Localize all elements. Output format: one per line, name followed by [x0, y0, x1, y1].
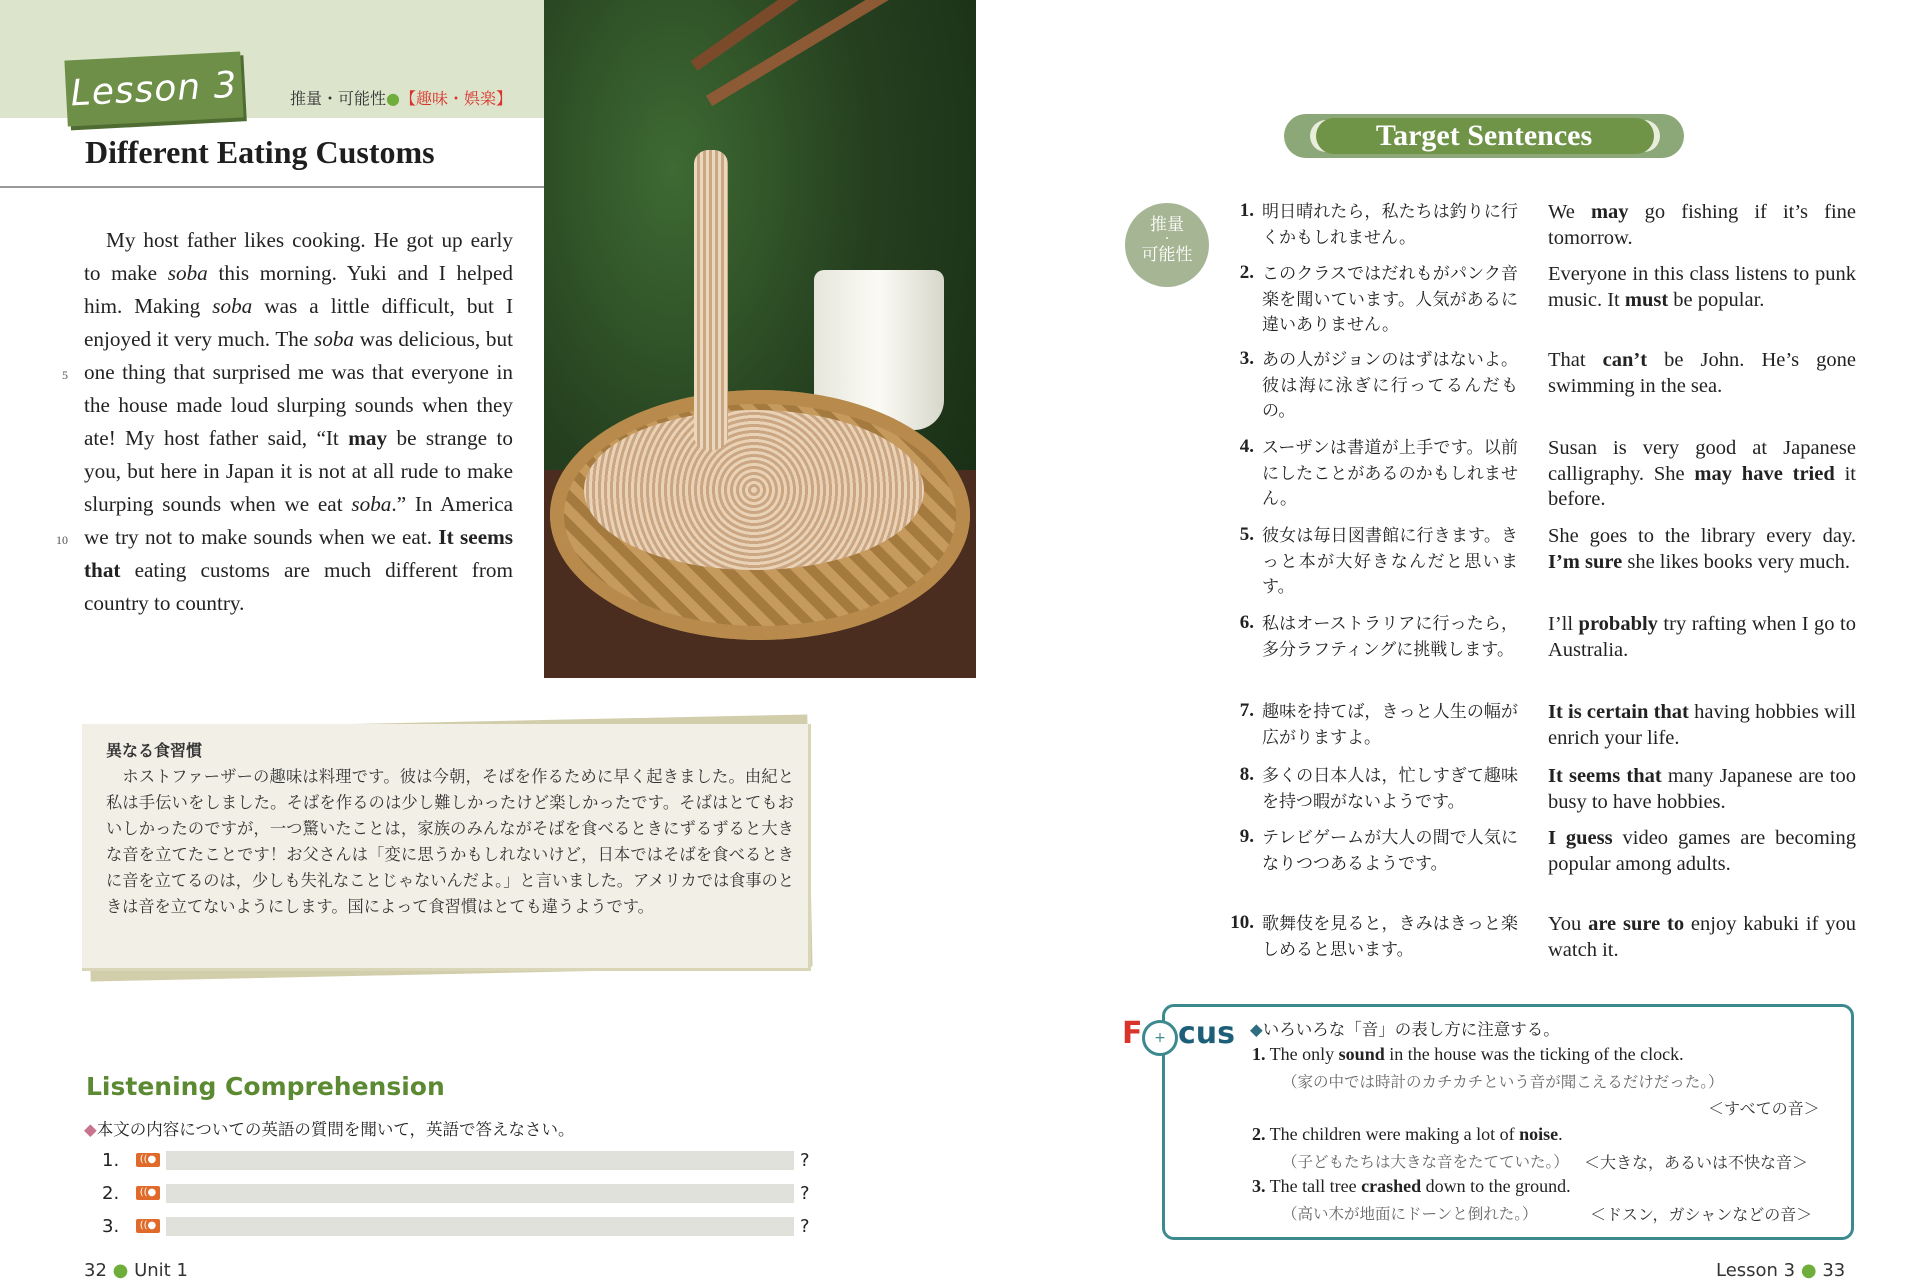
target-sentence-japanese: テレビゲームが大人の間で人気になりつつあるようです。: [1262, 828, 1518, 874]
photo-noodle-strand: [694, 150, 728, 450]
translation-title: 異なる食習慣: [106, 741, 203, 760]
grammar-label: 推量・可能性: [290, 89, 387, 108]
target-sentence-japanese: あの人がジョンのはずはないよ。彼は海に泳ぎに行ってるんだもの。: [1262, 350, 1518, 421]
audio-icon-glyph: ((●: [139, 1187, 157, 1198]
listening-title: Listening Comprehension: [86, 1072, 445, 1101]
listening-item: [102, 1183, 818, 1205]
focus-example-bold: noise: [1519, 1124, 1559, 1144]
answer-field[interactable]: [166, 1151, 794, 1170]
target-sentence-text: I’ll: [1548, 613, 1579, 635]
target-sentence-english: [1548, 912, 1856, 963]
reading-text: was a little difficult, but I enjoyed it very much. The: [84, 294, 513, 351]
target-expression: may: [1590, 201, 1629, 223]
target-sentence-text: it before.: [1548, 462, 1856, 510]
target-sentence-number: 3.: [1239, 348, 1254, 369]
target-expression: It seems that: [1548, 765, 1662, 787]
lesson-label: Lesson 3: [1716, 1260, 1796, 1281]
question-mark: ?: [800, 1183, 810, 1204]
diamond-icon: ◆: [84, 1120, 97, 1139]
line-number: 10: [56, 533, 68, 547]
target-sentence-number: 1.: [1239, 200, 1254, 221]
listening-instruction: [84, 1116, 575, 1140]
translation-text: ホストファーザーの趣味は料理です。彼は今朝，そばを作るために早く起きました。由紀と私は手伝いをしました。そばを作るのは少し難しかったけど楽しかったです。そばはとてもおいしかったのですが，一つ驚いたことは，家族のみんながそばを食べるときにずるずると大きな音を立てたことです！お父さんは「変に思うかもしれないけど，日本ではそばを食べるときに音を立てるのは，少しも失礼なことじゃないんだよ。」と言いました。アメリカでは食事のときは音を立てないようにします。国によって食習慣はとても違うようです。: [106, 767, 794, 916]
topic-label: 【趣味・娯楽】: [399, 89, 512, 108]
target-sentence-japanese: スーザンは書道が上手です。以前にしたことがあるのかもしれません。: [1262, 438, 1518, 509]
focus-note: ＜大きな，あるいは不快な音＞: [1584, 1153, 1809, 1172]
focus-example-bold: sound: [1338, 1044, 1385, 1064]
target-sentence-text: That: [1548, 349, 1603, 371]
target-sentence-text: go fishing if it’s fine tomorrow.: [1548, 201, 1857, 249]
target-sentence-text: You: [1548, 913, 1589, 935]
target-expression: may have tried: [1694, 462, 1835, 485]
target-sentence-english: [1548, 764, 1856, 815]
footer-dot: ●: [112, 1260, 129, 1281]
category-mid: ・: [1162, 234, 1172, 245]
page-title: Different Eating Customs: [85, 134, 435, 170]
listening-item-number: 3.: [102, 1216, 120, 1237]
focus-note: ＜ドスン，ガシャンなどの音＞: [1590, 1205, 1813, 1224]
focus-heading: [1250, 1016, 1560, 1040]
target-expression: can’t: [1602, 349, 1648, 371]
reading-text: .” In America we try not to make sounds when we eat.: [84, 492, 514, 549]
page-number: 33: [1822, 1260, 1846, 1281]
footer-left: [84, 1260, 188, 1281]
reading-text: was delicious, but one thing that surprised me was that everyone in the house made loud slurping sounds when they ate! My host father said, “It: [84, 327, 513, 450]
reading-italic: soba: [167, 261, 208, 285]
photo-noodles: [584, 410, 924, 570]
target-sentence-text: try rafting when I go to Australia.: [1548, 613, 1857, 661]
target-sentence-text: Everyone in this class listens to punk music. It: [1548, 263, 1856, 311]
target-sentence-text: be popular.: [1668, 288, 1765, 311]
focus-example-text: .: [1558, 1124, 1563, 1144]
focus-translation: （子どもたちは大きな音をたてていた。）: [1282, 1153, 1569, 1171]
focus-example: [1252, 1176, 1571, 1197]
category-label: [1125, 215, 1209, 265]
unit-label: Unit 1: [134, 1260, 188, 1281]
target-sentence-japanese: 趣味を持てば，きっと人生の幅が広がりますよ。: [1262, 702, 1518, 748]
target-sentence-english: [1548, 700, 1856, 751]
reading-bold: It seems that: [84, 525, 514, 582]
focus-logo-icon: +: [1142, 1020, 1178, 1056]
target-sentence-number: 4.: [1239, 436, 1254, 457]
focus-heading-text: いろいろな「音」の表し方に注意する。: [1262, 1020, 1560, 1039]
photo-chopstick: [706, 0, 969, 106]
reading-bold: may: [348, 426, 388, 450]
listening-item-number: 2.: [102, 1183, 120, 1204]
focus-example-text: The tall tree: [1265, 1176, 1362, 1196]
focus-translation: （家の中では時計のカチカチという音が聞こえるだけだった。）: [1282, 1073, 1724, 1091]
focus-example-text: in the house was the ticking of the clock.: [1384, 1044, 1684, 1064]
page-number: 32: [84, 1260, 107, 1281]
focus-translation: （高い木が地面にドーンと倒れた。）: [1282, 1205, 1538, 1223]
target-sentence-number: 7.: [1239, 700, 1254, 721]
focus-logo-f: F: [1122, 1016, 1143, 1051]
line-number: 5: [62, 368, 68, 382]
target-sentence-text: Susan is very good at Japanese calligraphy. She: [1548, 437, 1856, 485]
question-mark: ?: [800, 1216, 810, 1237]
title-divider: [0, 186, 544, 188]
audio-icon[interactable]: [136, 1186, 160, 1200]
grammar-dot: ●: [386, 89, 400, 108]
reading-italic: soba: [212, 294, 253, 318]
target-sentence-text: We: [1548, 201, 1591, 223]
focus-example: [1252, 1044, 1684, 1065]
target-expression: It is certain that: [1548, 701, 1689, 723]
target-sentence-text: be John. He’s gone swimming in the sea.: [1548, 349, 1856, 397]
reading-text: My host father likes cooking. He got up early to make: [84, 228, 513, 285]
focus-example-number: 1.: [1252, 1044, 1266, 1064]
reading-italic: soba: [351, 492, 392, 516]
target-sentence-number: 8.: [1239, 764, 1254, 785]
target-sentence-text: enjoy kabuki if you watch it.: [1548, 913, 1856, 961]
listening-instruction-text: 本文の内容についての英語の質問を聞いて，英語で答えなさい。: [96, 1120, 575, 1139]
target-sentence-english: [1548, 348, 1856, 399]
target-sentence-english: [1548, 826, 1856, 877]
focus-example-text: down to the ground.: [1421, 1176, 1571, 1196]
target-sentence-text: many Japanese are too busy to have hobbies.: [1548, 765, 1856, 813]
focus-example-text: The children were making a lot of: [1265, 1124, 1520, 1144]
listening-item: [102, 1150, 818, 1172]
focus-note: ＜すべての音＞: [1708, 1099, 1820, 1118]
focus-example-bold: crashed: [1361, 1176, 1422, 1196]
answer-field[interactable]: [166, 1184, 794, 1203]
target-sentence-text: She goes to the library every day.: [1548, 525, 1856, 547]
audio-icon[interactable]: [136, 1219, 160, 1233]
target-sentence-text: she likes books very much.: [1622, 550, 1850, 573]
target-sentence-japanese: 彼女は毎日図書館に行きます。きっと本が大好きなんだと思います。: [1262, 526, 1518, 597]
question-mark: ?: [800, 1150, 810, 1171]
target-expression: I’m sure: [1548, 550, 1623, 573]
target-expression: probably: [1578, 613, 1658, 635]
reading-text: be strange to you, but here in Japan it is not at all rude to make slurping sounds when we eat: [84, 426, 513, 516]
soba-photo: [544, 0, 976, 678]
target-sentence-english: [1548, 524, 1856, 575]
category-badge: [1125, 203, 1209, 287]
footer-dot: ●: [1800, 1260, 1817, 1281]
target-sentence-english: [1548, 612, 1856, 663]
lesson-badge: [64, 51, 243, 126]
focus-example-number: 2.: [1252, 1124, 1266, 1144]
target-sentence-number: 9.: [1239, 826, 1254, 847]
focus-example: [1252, 1124, 1563, 1145]
lesson-badge-label: Lesson 3: [69, 64, 239, 114]
diamond-icon: ◆: [1250, 1020, 1263, 1039]
audio-icon[interactable]: [136, 1153, 160, 1167]
target-sentence-number: 6.: [1239, 612, 1254, 633]
listening-item: [102, 1216, 818, 1238]
target-sentence-number: 10.: [1230, 912, 1254, 933]
target-sentence-text: having hobbies will enrich your life.: [1548, 701, 1856, 749]
grammar-tag: [290, 86, 512, 109]
audio-icon-glyph: ((●: [139, 1220, 157, 1231]
target-expression: must: [1624, 288, 1669, 311]
footer-right: [1716, 1260, 1845, 1281]
target-expression: I guess: [1548, 827, 1613, 849]
target-sentence-number: 2.: [1239, 262, 1254, 283]
reading-text: this morning. Yuki and I helped him. Making: [84, 261, 513, 318]
focus-logo-cus: cus: [1178, 1016, 1235, 1051]
target-banner-title: Target Sentences: [1375, 119, 1593, 152]
listening-item-number: 1.: [102, 1150, 120, 1171]
target-sentence-japanese: このクラスではだれもがパンク音楽を聞いています。人気があるに違いありません。: [1262, 264, 1518, 335]
reading-text: eating customs are much different from country to country.: [84, 558, 513, 615]
reading-passage: [84, 224, 513, 620]
category-bottom: 可能性: [1141, 245, 1193, 265]
target-sentence-english: [1548, 200, 1856, 251]
category-top: 推量: [1150, 215, 1184, 235]
target-sentence-english: [1548, 436, 1856, 513]
target-sentence-number: 5.: [1239, 524, 1254, 545]
focus-example-text: The only: [1265, 1044, 1339, 1064]
target-sentence-japanese: 多くの日本人は，忙しすぎて趣味を持つ暇がないようです。: [1262, 766, 1518, 812]
reading-italic: soba: [314, 327, 355, 351]
focus-example-number: 3.: [1252, 1176, 1266, 1196]
answer-field[interactable]: [166, 1217, 794, 1236]
target-sentence-japanese: 明日晴れたら，私たちは釣りに行くかもしれません。: [1262, 202, 1518, 248]
target-sentence-japanese: 私はオーストラリアに行ったら，多分ラフティングに挑戦します。: [1262, 614, 1518, 660]
target-sentence-english: [1548, 262, 1856, 313]
target-expression: are sure to: [1588, 913, 1685, 935]
target-sentence-japanese: 歌舞伎を見ると，きみはきっと楽しめると思います。: [1262, 914, 1518, 960]
target-sentence-text: video games are becoming popular among adults.: [1548, 827, 1856, 875]
audio-icon-glyph: ((●: [139, 1154, 157, 1165]
